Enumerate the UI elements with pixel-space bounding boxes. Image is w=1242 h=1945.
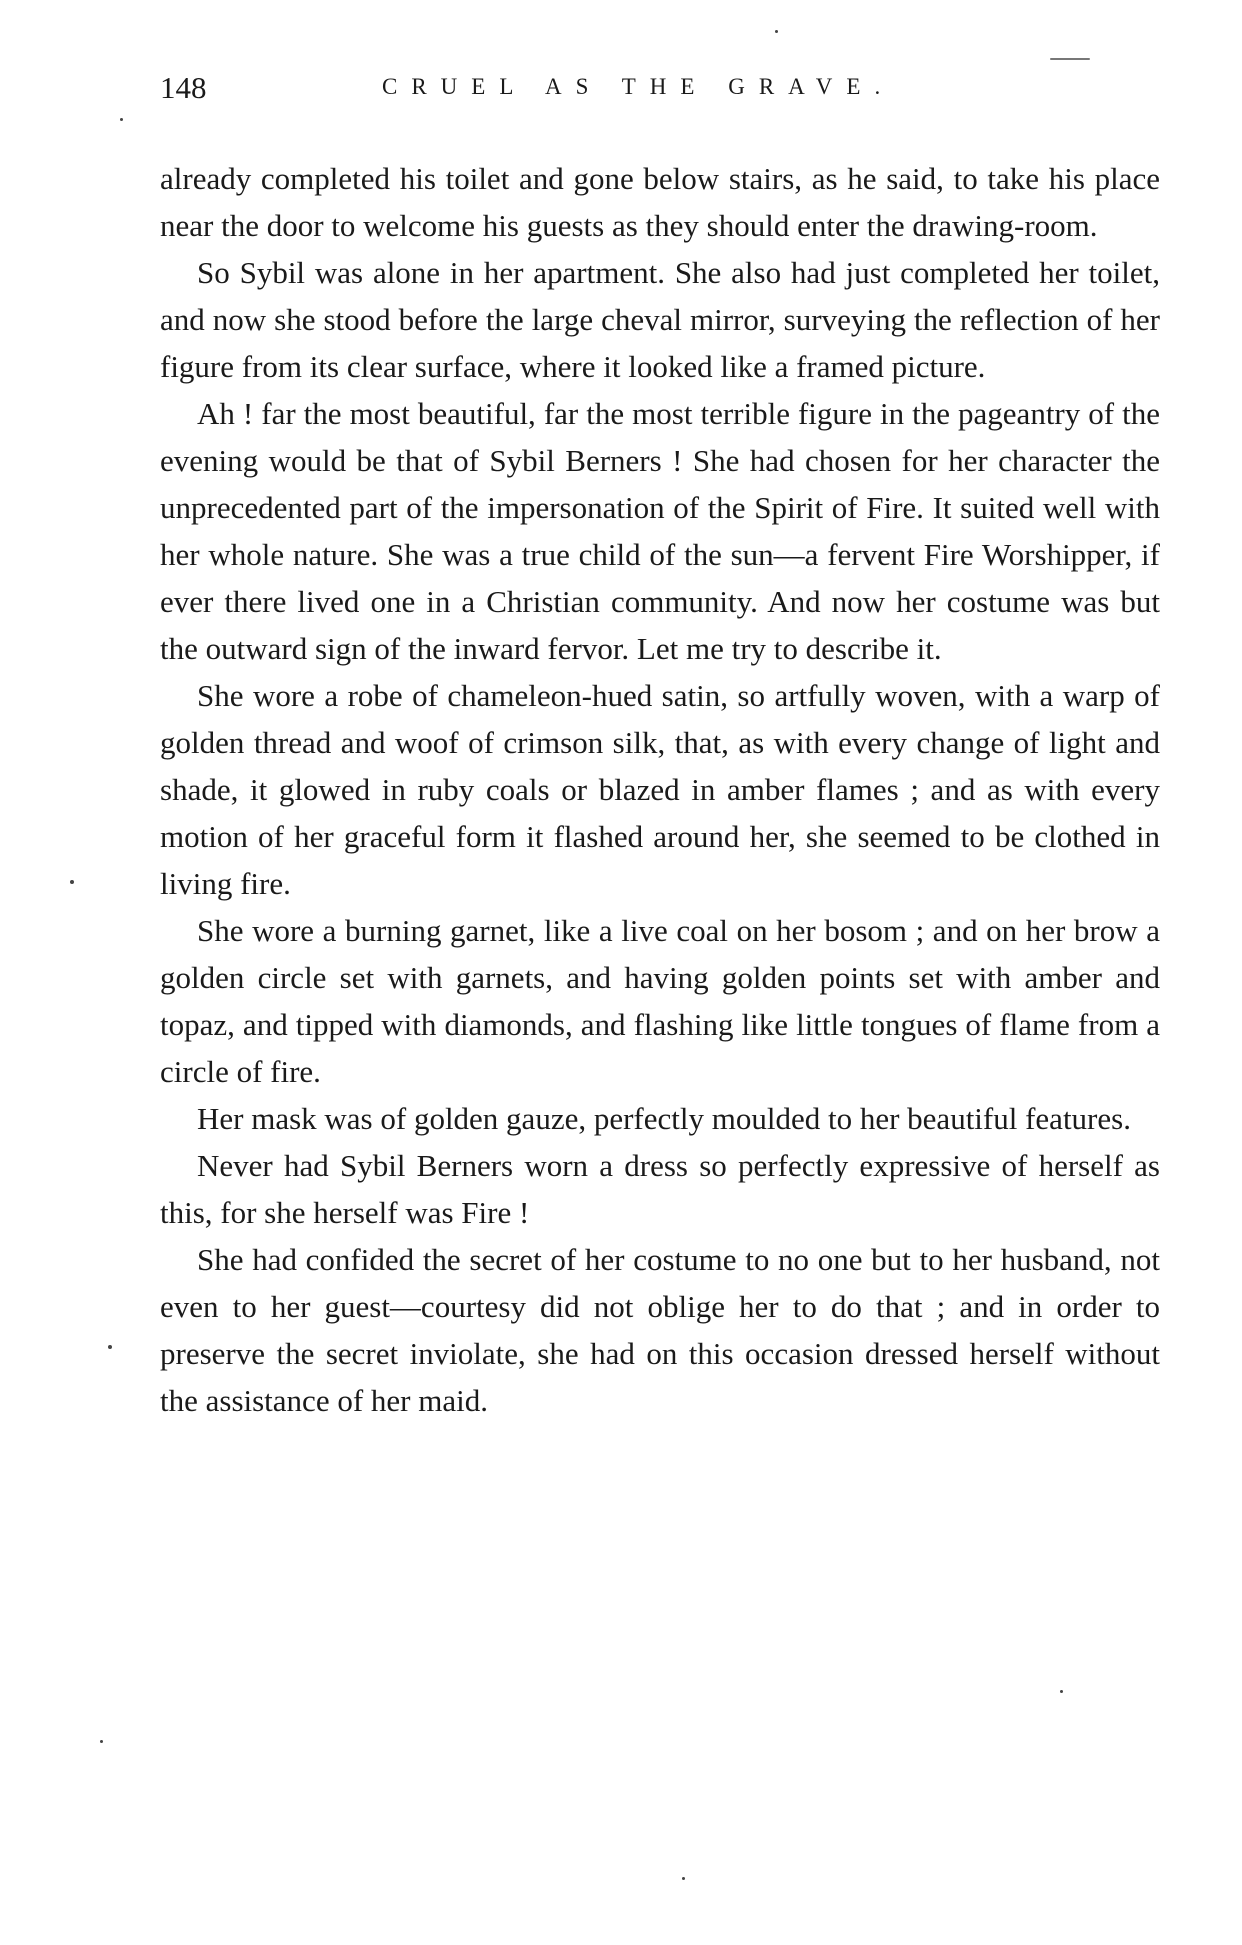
scan-speck [682,1877,685,1880]
scan-speck [1050,58,1090,60]
scan-speck [108,1345,112,1349]
text-body [160,155,1160,1424]
paragraph-7: Never had Sybil Berners worn a dress so perfectly expressive of herself as this, for she herself was Fire ! [160,1148,1160,1230]
scan-speck [120,118,123,121]
paragraph-2: So Sybil was alone in her apartment. She also had just completed her toilet, and now she stood before the large cheval mirror, surveying the reflection of her figure from its clear surface, where it looked like a framed picture. [160,255,1160,384]
paragraph-4: She wore a robe of chameleon-hued satin, so artfully woven, with a warp of golden thread and woof of crimson silk, that, as with every change of light and shade, it glowed in ruby coals or blazed in amber flames ; and as with every motion of her graceful form it flashed around her, she seemed to be clothed in living fire. [160,678,1160,901]
scan-speck [100,1740,103,1743]
page-number: 148 [160,70,207,105]
paragraph-1: already completed his toilet and gone below stairs, as he said, to take his place near the door to welcome his guests as they should enter the drawing-room. [160,161,1160,243]
paragraph-3: Ah ! far the most beautiful, far the most terrible figure in the pageantry of the evening would be that of Sybil Berners ! She had chosen for her character the unprecedented part of the impersonation of the Spirit of Fire. It suited well with her whole nature. She was a true child of the sun—a fervent Fire Worshipper, if ever there lived one in a Christian community. And now her costume was but the outward sign of the inward fervor. Let me try to describe it. [160,396,1160,666]
scan-speck [1060,1690,1063,1693]
scan-speck [775,30,778,33]
running-head [160,70,1160,110]
paragraph-6: Her mask was of golden gauze, perfectly moulded to her beautiful features. [197,1101,1131,1136]
running-title: CRUEL AS THE GRAVE. [382,74,895,99]
paragraph-5: She wore a burning garnet, like a live coal on her bosom ; and on her brow a golden circle set with garnets, and having golden points set with amber and topaz, and tipped with diamonds, and flashing like little tongues of flame from a circle of fire. [160,913,1160,1089]
paragraph-8: She had confided the secret of her costume to no one but to her husband, not even to her guest—courtesy did not oblige her to do that ; and in order to preserve the secret inviolate, she had on this occasion dressed herself without the assistance of her maid. [160,1242,1160,1418]
scan-speck [70,880,74,884]
